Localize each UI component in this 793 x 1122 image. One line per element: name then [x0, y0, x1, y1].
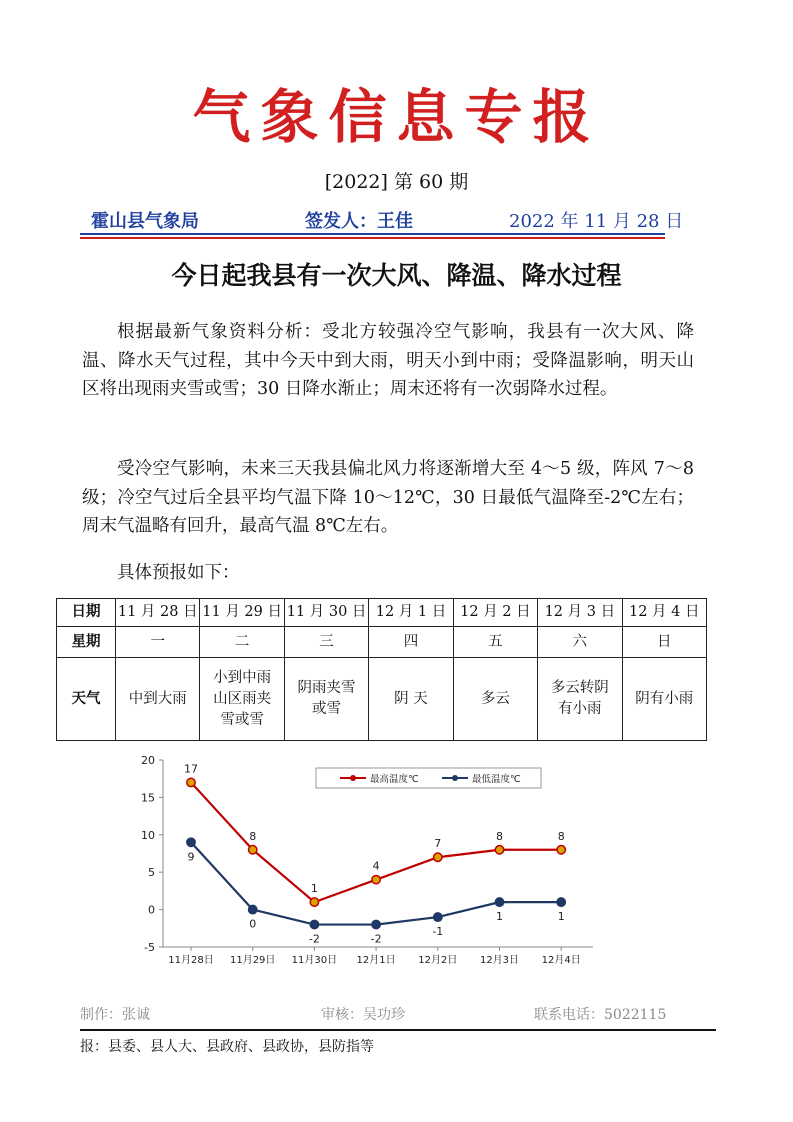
weekday-cell: 二 [200, 627, 284, 658]
x-tick-label: 12月4日 [541, 955, 581, 966]
data-point [557, 846, 565, 854]
data-point [187, 778, 195, 786]
temperature-line-chart [128, 752, 598, 977]
date-cell: 12 月 4 日 [622, 599, 706, 627]
data-label: 1 [557, 910, 565, 924]
y-tick-label: 0 [148, 903, 155, 917]
weather-cell: 阴有小雨 [622, 658, 706, 741]
data-label: 8 [557, 829, 565, 843]
data-point [495, 846, 503, 854]
y-tick-label: 20 [141, 754, 155, 767]
paragraph-2: 受冷空气影响，未来三天我县偏北风力将逐渐增大至 4～5 级，阵风 7～8 级；冷空气过后全县平均气温下降 10～12℃，30 日最低气温降至-2℃左右；周末气温略有回升，最高气温 8℃左右。 [82, 459, 694, 536]
weekday-cell: 日 [622, 627, 706, 658]
issuer: 签发人：王佳 [305, 211, 413, 232]
weekday-cell: 三 [284, 627, 368, 658]
weather-cell: 小到中雨 山区雨夹 雪或雪 [200, 658, 284, 741]
data-label: 17 [184, 762, 198, 776]
data-point [372, 875, 380, 883]
table-row-dates [57, 599, 707, 627]
masthead-title: 气象信息专报 [192, 83, 601, 151]
date-cell: 11 月 29 日 [200, 599, 284, 627]
date-cell: 11 月 30 日 [284, 599, 368, 627]
header-rule-red [80, 237, 665, 239]
data-label: 0 [249, 917, 257, 931]
y-tick-label: 15 [141, 791, 155, 805]
footer-maker: 制作：张诚 [80, 1007, 150, 1023]
footer-rule [80, 1029, 716, 1031]
data-label: 7 [434, 837, 442, 851]
agency: 霍山县气象局 [91, 211, 199, 232]
data-point [372, 920, 380, 928]
date-cell: 11 月 28 日 [116, 599, 200, 627]
row-label-date: 日期 [57, 599, 116, 627]
date-cell: 12 月 3 日 [538, 599, 622, 627]
data-label: 8 [249, 829, 257, 843]
x-tick-label: 11月30日 [291, 955, 338, 966]
table-row-weather [57, 658, 707, 741]
weekday-cell: 六 [538, 627, 622, 658]
x-tick-label: 11月28日 [168, 955, 214, 966]
weekday-cell: 一 [116, 627, 200, 658]
footer-recipients: 报：县委、县人大、县政府、县政协，县防指等 [80, 1039, 374, 1055]
date-cell: 12 月 2 日 [453, 599, 537, 627]
weekday-cell: 五 [453, 627, 537, 658]
data-point [495, 898, 503, 906]
forecast-table [56, 598, 707, 741]
footer-reviewer: 审核：吴功珍 [321, 1007, 405, 1023]
data-point [249, 846, 257, 854]
data-label: -2 [370, 932, 382, 946]
weather-cell: 多云 [453, 658, 537, 741]
data-point [557, 898, 565, 906]
y-tick-label: 10 [141, 828, 155, 842]
issue-date: 2022 年 11 月 28 日 [509, 211, 684, 232]
legend-label: 最低温度℃ [472, 774, 521, 785]
issue-number: [2022] 第 60 期 [324, 171, 469, 193]
legend-label: 最高温度℃ [370, 774, 419, 785]
row-label-weather: 天气 [57, 658, 116, 741]
data-point [249, 905, 257, 913]
data-point [434, 853, 442, 861]
x-tick-label: 12月2日 [418, 955, 458, 966]
row-label-weekday: 星期 [57, 627, 116, 658]
data-label: 9 [187, 850, 195, 864]
y-tick-label: -5 [144, 941, 155, 954]
weather-cell: 中到大雨 [116, 658, 200, 741]
data-point [310, 898, 318, 906]
data-label: 8 [496, 829, 503, 843]
weather-cell: 阴雨夹雪 或雪 [284, 658, 368, 741]
date-cell: 12 月 1 日 [369, 599, 453, 627]
data-label: 4 [372, 859, 380, 873]
data-point [434, 913, 442, 921]
headline: 今日起我县有一次大风、降温、降水过程 [171, 261, 622, 290]
footer-phone: 联系电话：5022115 [534, 1007, 667, 1023]
weather-cell: 阴 天 [369, 658, 453, 741]
weekday-cell: 四 [369, 627, 453, 658]
table-row-weekdays [57, 627, 707, 658]
data-point [187, 838, 195, 846]
paragraph-1: 根据最新气象资料分析：受北方较强冷空气影响，我县有一次大风、降温、降水天气过程，其中今天中到大雨，明天小到中雨；受降温影响，明天山区将出现雨夹雪或雪；30 日降水渐止；周末还将有一次弱降水过程。 [82, 322, 694, 399]
x-tick-label: 12月3日 [479, 955, 520, 966]
x-tick-label: 11月29日 [229, 955, 276, 966]
data-point [310, 920, 318, 928]
paragraph-3: 具体预报如下： [117, 563, 240, 583]
data-label: -2 [308, 932, 320, 946]
weather-cell: 多云转阴 有小雨 [538, 658, 622, 741]
header-rule-blue [80, 233, 665, 235]
data-label: 1 [310, 882, 318, 896]
data-label: 1 [496, 910, 503, 924]
legend-marker [452, 775, 458, 781]
y-tick-label: 5 [148, 866, 155, 880]
x-tick-label: 12月1日 [356, 955, 396, 966]
data-label: -1 [432, 925, 444, 939]
legend-marker [350, 775, 356, 781]
